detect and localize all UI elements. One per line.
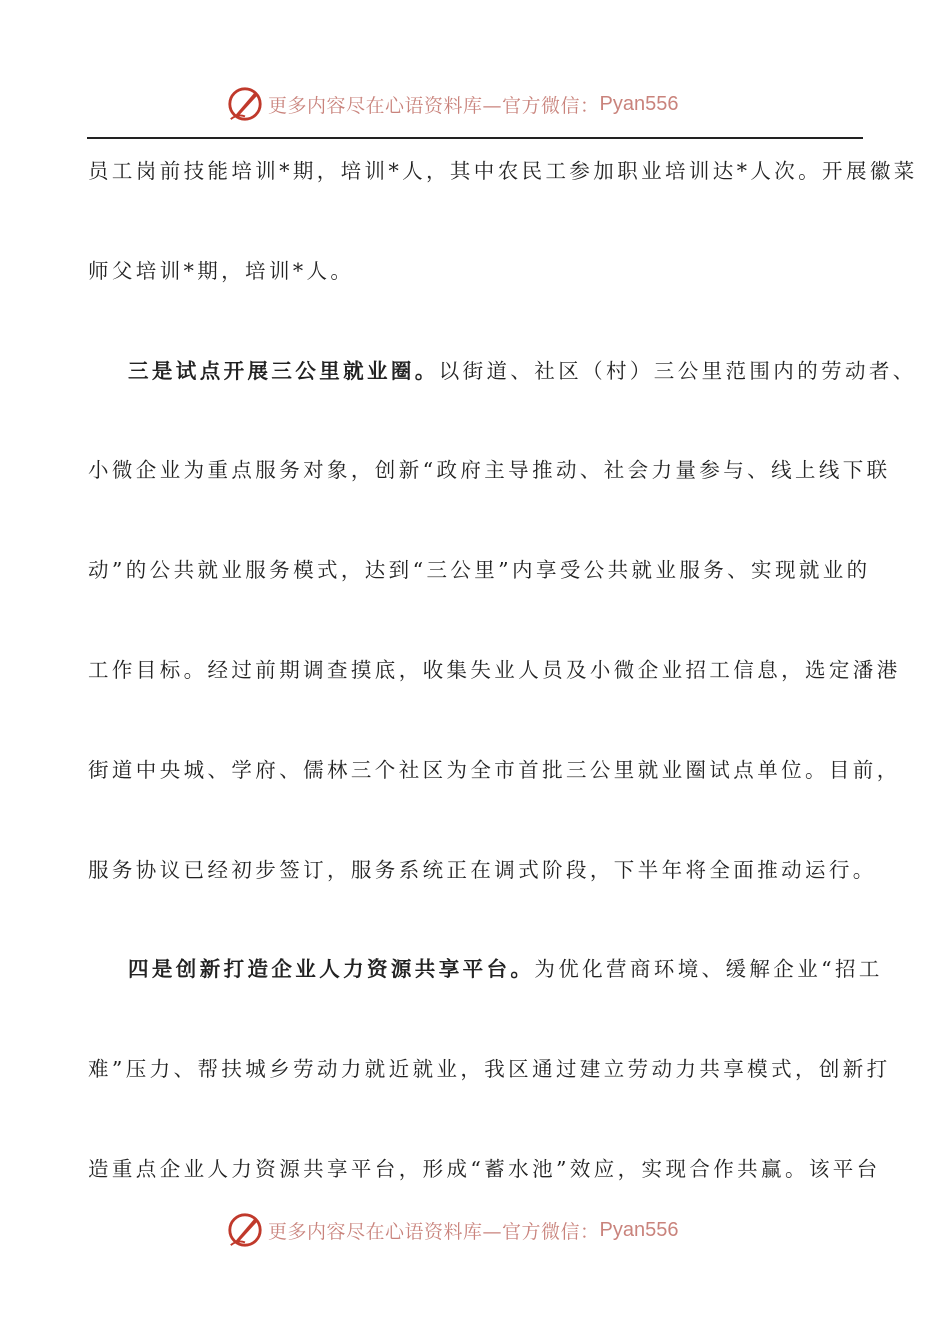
quill-logo-icon: [226, 85, 264, 123]
text-line: 街道中央城、学府、儒林三个社区为全市首批三公里就业圈试点单位。目前，: [88, 757, 901, 782]
quill-logo-icon: [226, 1211, 264, 1249]
text-line: 难”压力、帮扶城乡劳动力就近就业，我区通过建立劳动力共享模式，创新打: [88, 1057, 891, 1082]
text-line: 造重点企业人力资源共享平台，形成“蓄水池”效应，实现合作共赢。该平台: [88, 1156, 881, 1181]
text-line: 服务协议已经初步签订，服务系统正在调式阶段，下半年将全面推动运行。: [88, 857, 877, 882]
wechat-handle: Pyan556: [599, 92, 679, 115]
header-rule: [87, 137, 863, 139]
header-banner: [0, 84, 950, 124]
document-body: [88, 148, 918, 1246]
wechat-handle: Pyan556: [599, 1218, 679, 1241]
text-line: 员工岗前技能培训*期，培训*人，其中农民工参加职业培训达*人次。开展徽菜: [88, 159, 918, 183]
banner-text: 更多内容尽在心语资料库—官方微信：: [268, 94, 600, 117]
section-heading-line: 三是试点开展三公里就业圈。以街道、社区（村）三公里范围内的劳动者、: [128, 358, 917, 383]
section-heading-3: 三是试点开展三公里就业圈。: [128, 358, 439, 383]
text-line: 师父培训*期，培训*人。: [88, 258, 355, 283]
footer-banner: [0, 1210, 950, 1250]
text-line: 工作目标。经过前期调查摸底，收集失业人员及小微企业招工信息，选定潘港: [88, 657, 901, 682]
text-line: 动”的公共就业服务模式，达到“三公里”内享受公共就业服务、实现就业的: [88, 558, 871, 583]
section-heading-line: 四是创新打造企业人力资源共享平台。为优化营商环境、缓解企业“招工: [128, 957, 883, 982]
section-heading-4: 四是创新打造企业人力资源共享平台。: [128, 957, 535, 982]
banner-text: 更多内容尽在心语资料库—官方微信：: [268, 1220, 600, 1243]
text-line: 小微企业为重点服务对象，创新“政府主导推动、社会力量参与、线上线下联: [88, 458, 891, 483]
